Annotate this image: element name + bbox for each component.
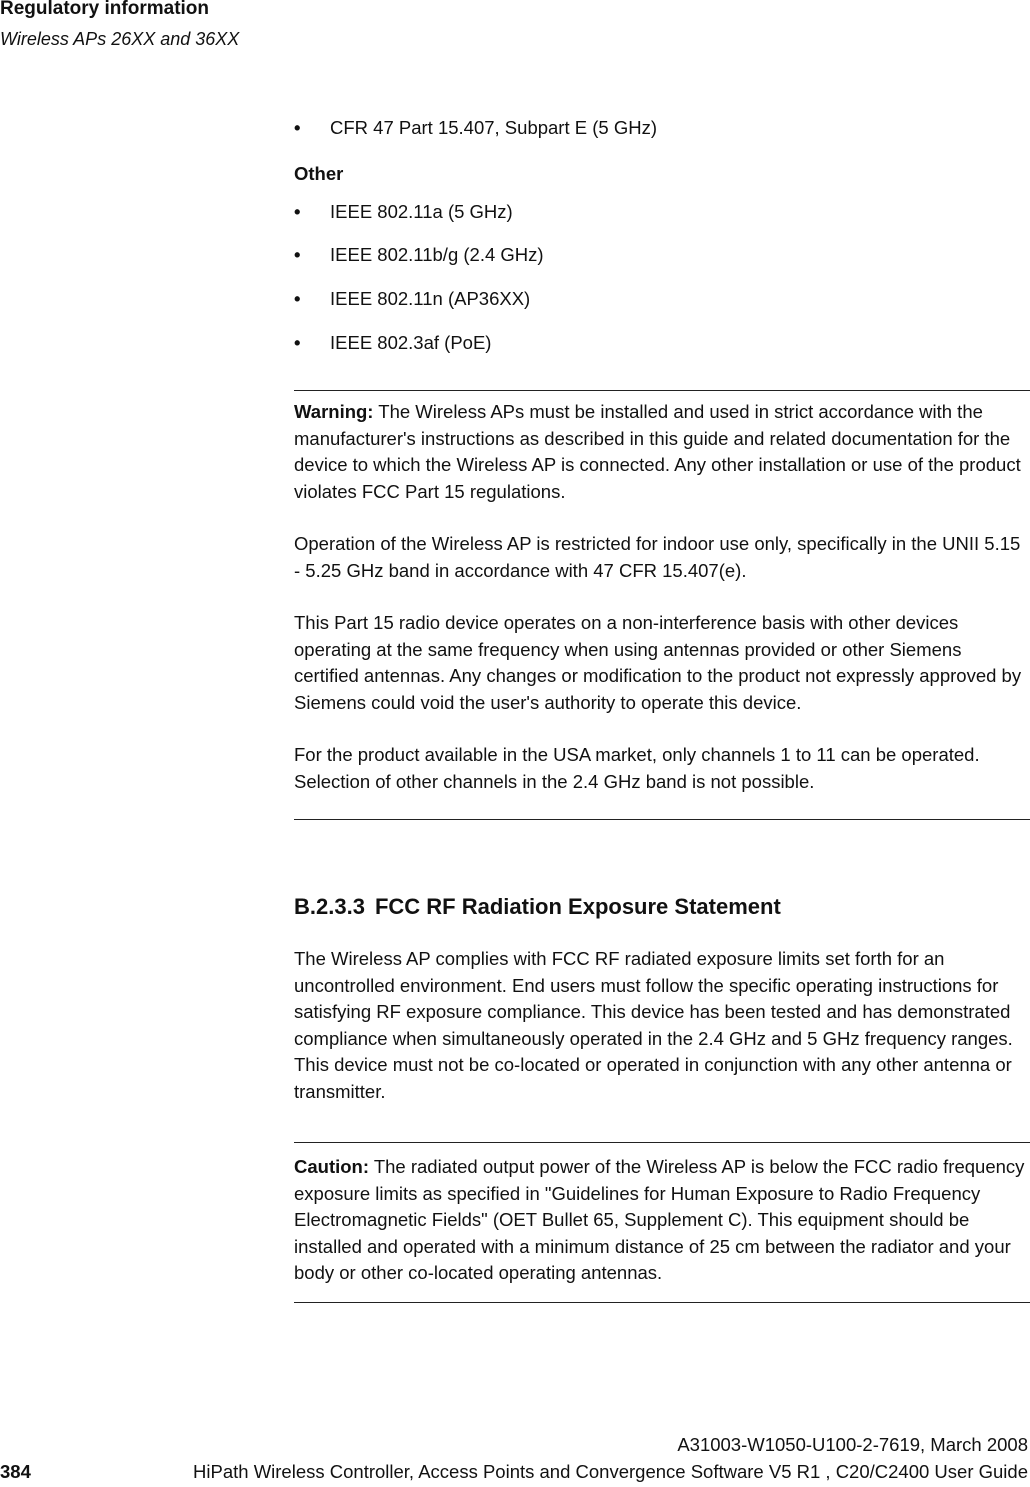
list-item-text: IEEE 802.11a (5 GHz) (330, 201, 513, 222)
warning-text: The Wireless APs must be installed and used in strict accordance with the manufacturer's instructions as described in this guide and related documentation for the device to which the Wireless AP is connected. Any other installation or use of the product violates FCC Part 15 regulations. (294, 401, 1021, 502)
bullet-icon: • (294, 288, 301, 309)
divider (294, 390, 1030, 391)
warning-paragraph (294, 399, 1030, 505)
footer-guide-title: HiPath Wireless Controller, Access Points and Convergence Software V5 R1 , C20/C2400 User Guide (193, 1461, 1028, 1482)
subheading-other: Other (294, 163, 344, 184)
bullet-icon: • (294, 332, 301, 353)
footer-document-id: A31003-W1050-U100-2-7619, March 2008 (677, 1434, 1028, 1455)
warning-paragraph-part15: This Part 15 radio device operates on a non-interference basis with other devices operating at the same frequency when using antennas provided or other Siemens certified antennas. Any changes or modification to the product not expressly approved by Siemens could void the user's authority to operate this device. (294, 612, 1022, 713)
caution-label: Caution: (294, 1156, 370, 1177)
caution-paragraph (294, 1154, 1030, 1287)
bullet-icon: • (294, 117, 301, 138)
warning-paragraph-channels: For the product available in the USA market, only channels 1 to 11 can be operated. Selection of other channels in the 2.4 GHz band is not possible. (294, 744, 980, 792)
section-number: B.2.3.3 (294, 894, 365, 919)
section-body: The Wireless AP complies with FCC RF radiated exposure limits set forth for an uncontrolled environment. End users must follow the specific operating instructions for satisfying RF exposure compliance. This device has been tested and has demonstrated compliance when simultaneously operated in the 2.4 GHz and 5 GHz frequency ranges. This device must not be co-located or operated in conjunction with any other antenna or transmitter. (294, 948, 1013, 1102)
footer-page-number: 384 (0, 1461, 31, 1482)
warning-paragraph-indoor: Operation of the Wireless AP is restricted for indoor use only, specifically in the UNII 5.15 - 5.25 GHz band in accordance with 47 CFR 15.407(e). (294, 533, 1021, 581)
section-title: FCC RF Radiation Exposure Statement (374, 894, 781, 919)
divider (294, 819, 1030, 820)
divider (294, 1142, 1030, 1143)
warning-label: Warning: (294, 401, 374, 422)
caution-note (294, 1154, 1030, 1287)
section-heading (294, 894, 781, 920)
divider (294, 1302, 1030, 1303)
warning-note (294, 399, 1030, 795)
list-item-text: IEEE 802.3af (PoE) (330, 332, 492, 353)
bullet-icon: • (294, 201, 301, 222)
caution-text: The radiated output power of the Wireless AP is below the FCC radio frequency exposure limits as specified in "Guidelines for Human Exposure to Radio Frequency Electromagnetic Fields" (OET Bullet 65, Supplement C). This equipment should be installed and operated with a minimum distance of 25 cm between the radiator and your body or other co-located operating antennas. (294, 1156, 1025, 1283)
list-item-text: IEEE 802.11n (AP36XX) (330, 288, 531, 309)
bullet-icon: • (294, 244, 301, 265)
running-header-title: Regulatory information (0, 0, 210, 19)
list-item-text: CFR 47 Part 15.407, Subpart E (5 GHz) (330, 117, 657, 138)
running-header-subtitle: Wireless APs 26XX and 36XX (0, 29, 240, 49)
list-item-text: IEEE 802.11b/g (2.4 GHz) (330, 244, 544, 265)
